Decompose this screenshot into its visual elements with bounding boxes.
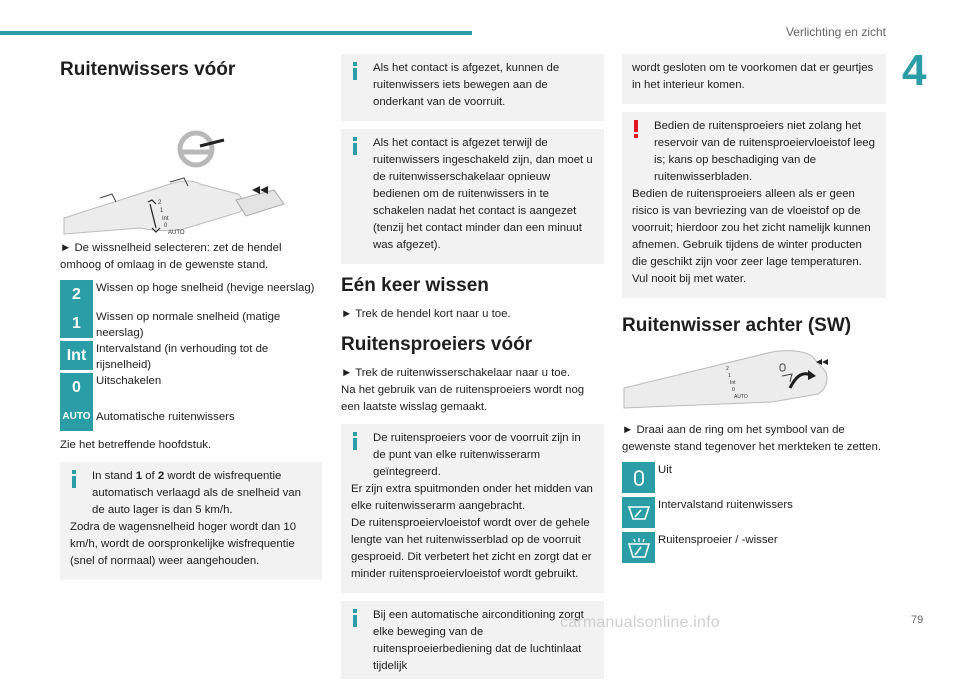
- stalk-label: 0: [164, 223, 168, 229]
- list-item: Uit: [622, 462, 886, 493]
- speed-1-icon: 1: [60, 309, 93, 338]
- info-note: Als het contact is afgezet, kunnen de ruitenwissers iets bewegen aan de onderkant van de voorruit.: [341, 54, 604, 121]
- chapter-title: Verlichting en zicht: [785, 25, 886, 39]
- section-heading-front-washers: Ruitensproeiers vóór: [341, 334, 533, 355]
- warning-icon: [631, 120, 641, 138]
- page-number: 79: [911, 614, 924, 626]
- chapter-number: 4: [902, 46, 927, 95]
- steering-wheel-icon: [180, 133, 212, 165]
- pull-arrows-icon: [252, 186, 268, 194]
- instruction-text: ► Trek de ruitenwisserschakelaar naar u toe.: [341, 367, 571, 379]
- info-note: Bij een automatische airconditioning zorgt elke beweging van de ruitensproeierbediening dat de luchtinlaat tijdelijk: [341, 601, 604, 679]
- stalk-label: Int: [730, 380, 736, 386]
- list-item: 0 Uitschakelen: [60, 373, 322, 402]
- instruction-text: ► De wissnelheid selecteren: zet de hendel omhoog of omlaag in de gewenste stand.: [60, 242, 282, 271]
- stalk-label: AUTO: [168, 230, 185, 236]
- stalk-label: 2: [158, 200, 162, 206]
- info-note: In stand 1 of 2 wordt de wisfrequentie automatisch verlaagd als de snelheid van de auto lager is dan 5 km/h. Zodra de wagensnelheid hoger wordt dan 10 km/h, wordt de oorspronkelijke wisfrequentie (snel of normaal) weer aangehouden.: [60, 462, 322, 580]
- rear-wiper-stalk-illustration: [622, 346, 886, 416]
- stalk-label: 1: [728, 373, 731, 379]
- speed-2-icon: 2: [60, 280, 93, 309]
- column-2: [341, 52, 604, 687]
- list-item: Intervalstand ruitenwissers: [622, 497, 886, 528]
- info-icon: [350, 137, 360, 155]
- stalk-label: 1: [160, 208, 164, 214]
- instruction-text: ► Draai aan de ring om het symbool van de gewenste stand tegenover het merkteken te zetten.: [622, 424, 881, 453]
- rear-wiper-interval-icon: [622, 497, 655, 528]
- auto-icon: AUTO: [60, 402, 93, 431]
- stalk-label: 0: [732, 387, 735, 393]
- info-icon: [350, 62, 360, 80]
- list-item: 1 Wissen op normale snelheid (matige neerslag): [60, 309, 322, 341]
- info-note: De ruitensproeiers voor de voorruit zijn in de punt van elke ruitenwisserarm geïntegreerd. Er zijn extra spuitmonden onder het midden van elke ruitenwisserarm aangebracht. De ruitensproeiervloeistof wordt over de gehele lengte van het ruitenwisserblad op de voorruit gesproeid. Dit verbetert het zicht en zorgt dat er minder ruitensproeiervloeistof wordt gebruikt.: [341, 424, 604, 593]
- info-icon: [350, 609, 360, 627]
- column-3: [622, 52, 886, 567]
- list-item: Ruitensproeier / -wisser: [622, 532, 886, 563]
- column-1: [60, 52, 322, 588]
- wiper-stalk-illustration: [60, 94, 322, 234]
- rear-washer-icon: [622, 532, 655, 563]
- warning-note: Bedien de ruitensproeiers niet zolang het reservoir van de ruitensproeiervloeistof leeg is; kans op beschadiging van de ruitenwisserbladen. Bedien de ruitensproeiers alleen als er geen risico is van bevriezing van de vloeistof op de voorruit; hierdoor zou het zicht namelijk kunnen afnemen. Gebruik tijdens de winter producten die geschikt zijn voor zeer lage temperaturen. Vul nooit bij met water.: [622, 112, 886, 298]
- body-text: Na het gebruik van de ruitensproeiers wordt nog een laatste wisslag gemaakt.: [341, 384, 585, 413]
- off-icon: [622, 462, 655, 493]
- list-item: 2 Wissen op hoge snelheid (hevige neerslag): [60, 280, 322, 309]
- header-accent-bar: [0, 31, 472, 35]
- see-also-text: Zie het betreffende hoofdstuk.: [60, 439, 212, 451]
- info-icon: [69, 470, 79, 488]
- instruction-text: ► Trek de hendel kort naar u toe.: [341, 308, 511, 320]
- section-heading-rear-wiper: Ruitenwisser achter (SW): [622, 315, 852, 336]
- interval-icon: Int: [60, 341, 93, 370]
- stalk-label: 2: [726, 366, 729, 372]
- rear-wiper-position-list: [622, 462, 886, 563]
- watermark: carmanualsonline.info: [560, 614, 720, 631]
- section-heading-single-wipe: Eén keer wissen: [341, 275, 489, 296]
- info-note-continued: wordt gesloten om te voorkomen dat er geurtjes in het interieur komen.: [622, 54, 886, 104]
- list-item: AUTO Automatische ruitenwissers: [60, 402, 322, 431]
- wiper-speed-list: [60, 280, 322, 431]
- info-note: Als het contact is afgezet terwijl de ruitenwissers ingeschakeld zijn, dan moet u de ruitenwisserschakelaar opnieuw bedienen om de ruitenwissers in te schakelen nadat het contact is aangezet (tenzij het contact minder dan een minuut was afgezet).: [341, 129, 604, 264]
- list-item: Int Intervalstand (in verhouding tot de rijsnelheid): [60, 341, 322, 373]
- stalk-label: AUTO: [734, 394, 748, 400]
- info-icon: [350, 432, 360, 450]
- section-heading-front-wipers: Ruitenwissers vóór: [60, 59, 236, 80]
- off-0-icon: 0: [60, 373, 93, 402]
- stalk-label: Int: [162, 216, 169, 222]
